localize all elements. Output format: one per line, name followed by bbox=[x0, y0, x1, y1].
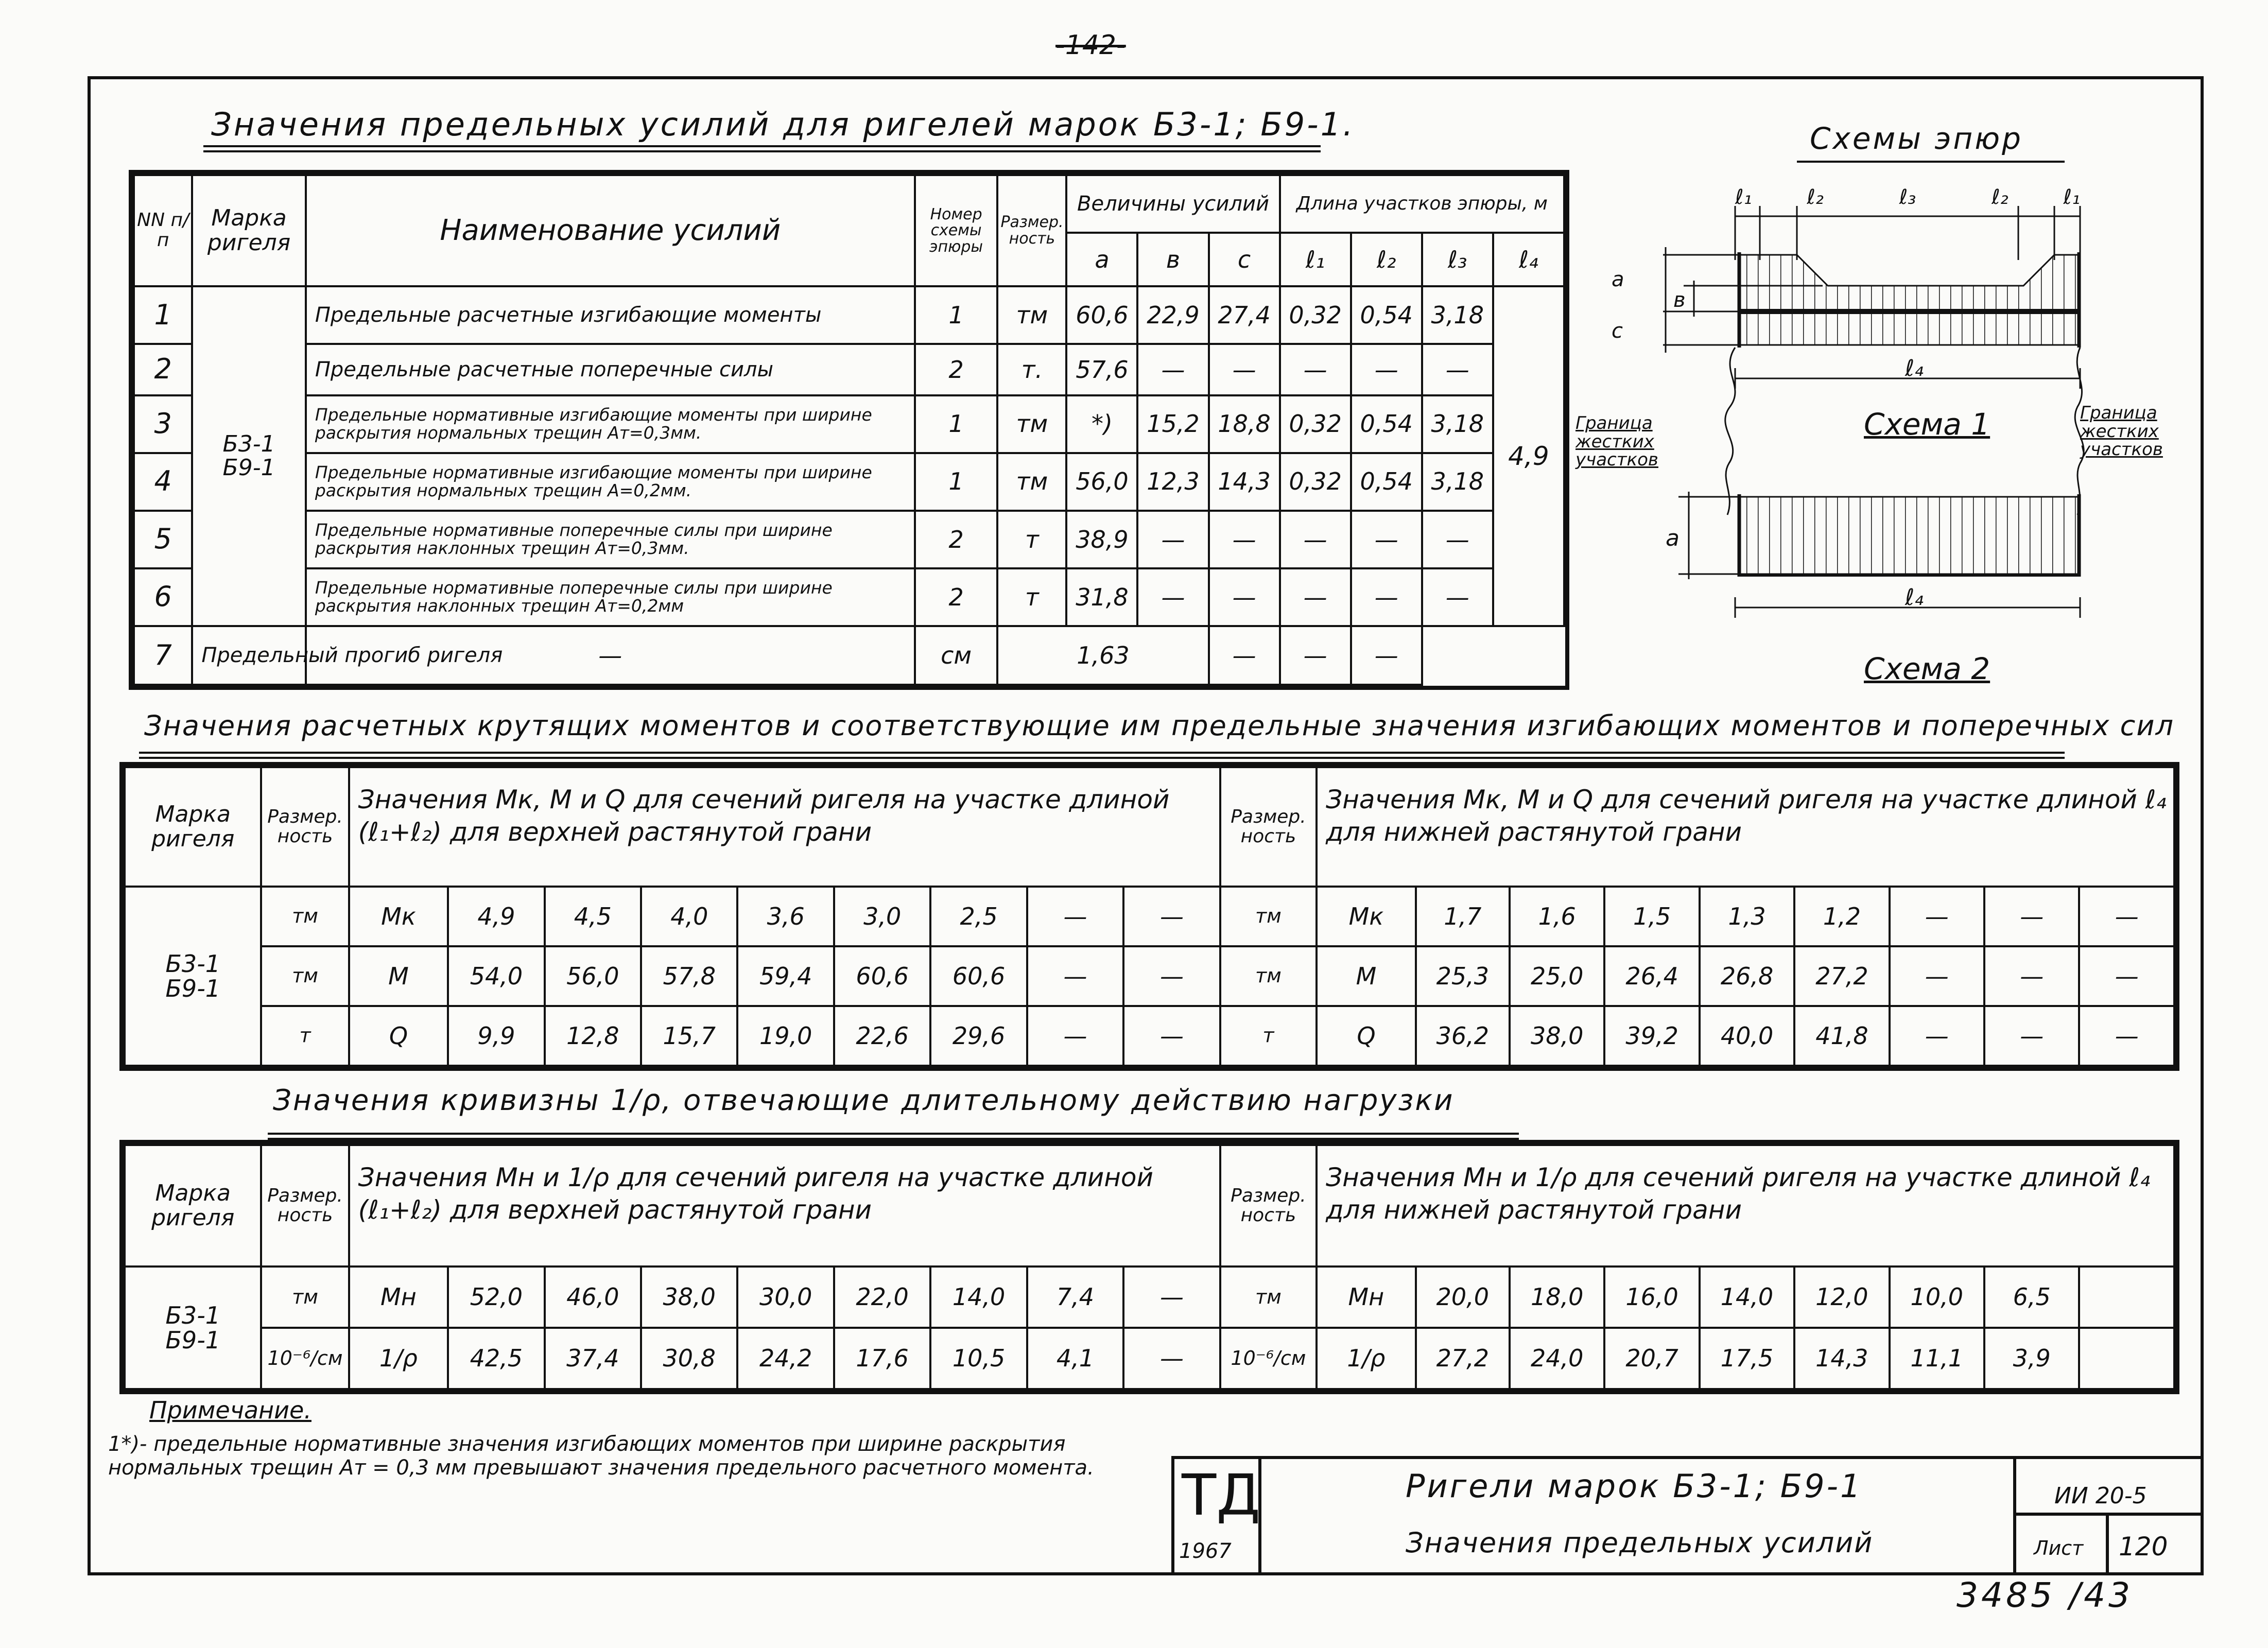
symbol-cell: Mк bbox=[349, 887, 448, 946]
symbol-cell: M bbox=[349, 946, 448, 1006]
value-cell: 39,2 bbox=[1604, 1006, 1699, 1066]
ultimate-forces-table bbox=[133, 174, 1565, 686]
row-unit: тм bbox=[997, 395, 1066, 453]
value-cell: 22,6 bbox=[834, 1006, 930, 1066]
table3-title-underline bbox=[268, 1133, 1519, 1135]
row-scheme: 2 bbox=[915, 344, 998, 395]
marka-cell: Б3-1 Б9-1 bbox=[125, 887, 261, 1066]
value-cell: 36,2 bbox=[1416, 1006, 1510, 1066]
row-scheme: 1 bbox=[915, 453, 998, 511]
label-l2b: ℓ₂ bbox=[1992, 185, 2009, 209]
table3-title: Значения кривизны 1/ρ, отвечающие длительному действию нагрузки bbox=[273, 1084, 1455, 1117]
label-l2: ℓ₂ bbox=[1807, 185, 1824, 209]
row-b: 15,2 bbox=[1137, 395, 1208, 453]
table-row bbox=[134, 286, 1564, 344]
value-cell: — bbox=[1984, 887, 2079, 946]
row-scheme: 2 bbox=[915, 511, 998, 568]
value-cell: 37,4 bbox=[545, 1328, 641, 1389]
header-l1: ℓ₁ bbox=[1280, 233, 1351, 286]
archive-stamp: 3485 /43 bbox=[1957, 1575, 2134, 1615]
value-cell: 22,0 bbox=[834, 1267, 930, 1328]
row-a: 56,0 bbox=[1066, 453, 1137, 511]
value-cell: 7,4 bbox=[1027, 1267, 1123, 1328]
row-unit: т. bbox=[997, 344, 1066, 395]
value-cell: 38,0 bbox=[641, 1267, 737, 1328]
row-c: 18,8 bbox=[1209, 395, 1280, 453]
sheet-number: 120 bbox=[2119, 1532, 2168, 1562]
symbol-cell: M bbox=[1317, 946, 1416, 1006]
value-cell: 6,5 bbox=[1984, 1267, 2079, 1328]
boundary-right-label: Граница жестких участков bbox=[2080, 403, 2163, 460]
symbol-cell: 1/ρ bbox=[349, 1328, 448, 1389]
t3-header-left: Значения Mн и 1/ρ для сечений ригеля на участке длиной (ℓ₁+ℓ₂) для верхней растянутой грани bbox=[349, 1145, 1220, 1267]
value-cell: 3,6 bbox=[737, 887, 834, 946]
value-cell: 4,1 bbox=[1027, 1328, 1123, 1389]
value-cell: 4,5 bbox=[545, 887, 641, 946]
value-cell: 25,0 bbox=[1510, 946, 1604, 1006]
row-unit: тм bbox=[997, 453, 1066, 511]
value-cell: — bbox=[1123, 1267, 1220, 1328]
value-cell: 1,5 bbox=[1604, 887, 1699, 946]
value-cell: 17,5 bbox=[1700, 1328, 1794, 1389]
row-a: 38,9 bbox=[1066, 511, 1137, 568]
value-cell: 54,0 bbox=[448, 946, 544, 1006]
drawing-subtitle: Значения предельных усилий bbox=[1406, 1526, 1874, 1559]
row-l1: — bbox=[1280, 344, 1351, 395]
table-row bbox=[125, 887, 2174, 946]
row-l3: 3,18 bbox=[1422, 395, 1493, 453]
row-b: — bbox=[1137, 511, 1208, 568]
value-cell: 18,0 bbox=[1510, 1267, 1604, 1328]
row-a: 60,6 bbox=[1066, 286, 1137, 344]
label-b: в bbox=[1673, 288, 1686, 312]
row-number: 7 bbox=[134, 626, 192, 685]
row-l2: — bbox=[1351, 568, 1422, 626]
value-cell bbox=[2079, 1328, 2174, 1389]
label-l1: ℓ₁ bbox=[1735, 185, 1752, 209]
t2-header-marka: Марка ригеля bbox=[125, 767, 261, 887]
unit-cell: тм bbox=[261, 887, 349, 946]
row-number: 3 bbox=[134, 395, 192, 453]
scheme-1-label: Схема 1 bbox=[1864, 407, 1990, 442]
value-cell: 25,3 bbox=[1416, 946, 1510, 1006]
marka-cell: Б3-1 Б9-1 bbox=[125, 1267, 261, 1389]
t2-header-unit: Размер. ность bbox=[261, 767, 349, 887]
table2-title-underline-2 bbox=[139, 757, 2065, 759]
row-unit: см bbox=[915, 626, 998, 685]
row-name: Предельный прогиб ригеля bbox=[192, 626, 306, 685]
header-c: с bbox=[1209, 233, 1280, 286]
header-l3: ℓ₃ bbox=[1422, 233, 1493, 286]
table2-title-underline bbox=[139, 752, 2065, 754]
value-cell: 42,5 bbox=[448, 1328, 544, 1389]
value-cell: — bbox=[1123, 1006, 1220, 1066]
value-cell: 1,3 bbox=[1700, 887, 1794, 946]
value-cell: 9,9 bbox=[448, 1006, 544, 1066]
table-row bbox=[134, 344, 1564, 395]
value-cell: — bbox=[2079, 946, 2174, 1006]
value-cell: — bbox=[2079, 1006, 2174, 1066]
t3-header-unit: Размер. ность bbox=[261, 1145, 349, 1267]
row-l3: — bbox=[1351, 626, 1422, 685]
header-b: в bbox=[1137, 233, 1208, 286]
symbol-cell: 1/ρ bbox=[1317, 1328, 1416, 1389]
row-name: Предельные расчетные изгибающие моменты bbox=[306, 286, 915, 344]
value-cell bbox=[2079, 1267, 2174, 1328]
unit-cell: тм bbox=[1220, 1267, 1317, 1328]
table-row bbox=[134, 626, 1564, 685]
row-name: Предельные расчетные поперечные силы bbox=[306, 344, 915, 395]
value-cell: 60,6 bbox=[834, 946, 930, 1006]
note-heading: Примечание. bbox=[149, 1396, 311, 1424]
unit-cell: тм bbox=[1220, 946, 1317, 1006]
row-a: 31,8 bbox=[1066, 568, 1137, 626]
value-cell: 14,0 bbox=[1700, 1267, 1794, 1328]
unit-cell: т bbox=[261, 1006, 349, 1066]
t3-header-right: Значения Mн и 1/ρ для сечений ригеля на участке длиной ℓ₄ для нижней растянутой грани bbox=[1317, 1145, 2174, 1267]
schemes-title-underline bbox=[1797, 161, 2065, 163]
value-cell: 60,6 bbox=[930, 946, 1027, 1006]
value-cell: 1,7 bbox=[1416, 887, 1510, 946]
value-cell: 3,0 bbox=[834, 887, 930, 946]
boundary-left-label: Граница жестких участков bbox=[1576, 413, 1658, 471]
value-cell: 20,0 bbox=[1416, 1267, 1510, 1328]
row-b: 12,3 bbox=[1137, 453, 1208, 511]
header-marka: Марка ригеля bbox=[192, 175, 306, 286]
row-scheme: 1 bbox=[915, 286, 998, 344]
row-a: 57,6 bbox=[1066, 344, 1137, 395]
curvature-table bbox=[124, 1144, 2175, 1390]
value-cell: — bbox=[1890, 1006, 1984, 1066]
value-cell: — bbox=[1123, 946, 1220, 1006]
row-c: — bbox=[1209, 568, 1280, 626]
value-cell: 4,0 bbox=[641, 887, 737, 946]
row-unit: т bbox=[997, 511, 1066, 568]
value-cell: — bbox=[1984, 1006, 2079, 1066]
symbol-cell: Q bbox=[349, 1006, 448, 1066]
header-nn: NN п/п bbox=[134, 175, 192, 286]
row-l3: — bbox=[1422, 568, 1493, 626]
value-cell: 1,6 bbox=[1510, 887, 1604, 946]
row-unit: тм bbox=[997, 286, 1066, 344]
symbol-cell: Mк bbox=[1317, 887, 1416, 946]
header-l4: ℓ₄ bbox=[1493, 233, 1564, 286]
value-cell: 30,8 bbox=[641, 1328, 737, 1389]
row-l2: 0,54 bbox=[1351, 286, 1422, 344]
series-code: ИИ 20-5 bbox=[2054, 1483, 2147, 1509]
row-scheme: — bbox=[306, 626, 915, 685]
table-row bbox=[125, 1328, 2174, 1389]
value-cell: 27,2 bbox=[1416, 1328, 1510, 1389]
row-l1: — bbox=[1280, 568, 1351, 626]
header-lengths: Длина участков эпюры, м bbox=[1280, 175, 1564, 233]
value-cell: 46,0 bbox=[545, 1267, 641, 1328]
row-b: 22,9 bbox=[1137, 286, 1208, 344]
year: 1967 bbox=[1179, 1539, 1232, 1563]
row-l2: — bbox=[1351, 344, 1422, 395]
table1-title-underline-2 bbox=[203, 150, 1321, 152]
row-number: 2 bbox=[134, 344, 192, 395]
row-l3: — bbox=[1422, 511, 1493, 568]
value-cell: 26,8 bbox=[1700, 946, 1794, 1006]
table1-title-underline bbox=[203, 145, 1321, 147]
value-cell: 20,7 bbox=[1604, 1328, 1699, 1389]
value-cell: 59,4 bbox=[737, 946, 834, 1006]
header-scheme: Номер схемы эпюры bbox=[915, 175, 998, 286]
header-l2: ℓ₂ bbox=[1351, 233, 1422, 286]
header-unit: Размер. ность bbox=[997, 175, 1066, 286]
row-number: 5 bbox=[134, 511, 192, 568]
row-a: *) bbox=[1066, 395, 1137, 453]
t2-header-unit2: Размер. ность bbox=[1220, 767, 1317, 887]
table3-title-underline-2 bbox=[268, 1138, 1519, 1140]
scheme-2-label: Схема 2 bbox=[1864, 651, 1990, 686]
row-c: — bbox=[1209, 511, 1280, 568]
row-name: Предельные нормативные поперечные силы при ширине раскрытия наклонных трещин Ат=0,2мм bbox=[306, 568, 915, 626]
value-cell: 10,0 bbox=[1890, 1267, 1984, 1328]
row-b: — bbox=[1137, 344, 1208, 395]
row-name: Предельные нормативные изгибающие моменты при ширине раскрытия нормальных трещин А=0,2мм. bbox=[306, 453, 915, 511]
schemes-title: Схемы эпюр bbox=[1810, 121, 2023, 156]
row-l1: — bbox=[1209, 626, 1280, 685]
table-row bbox=[125, 1006, 2174, 1066]
label-a: а bbox=[1612, 268, 1624, 291]
label-l4-scheme2: ℓ₄ bbox=[1905, 584, 1924, 611]
value-cell: 26,4 bbox=[1604, 946, 1699, 1006]
unit-cell: тм bbox=[261, 1267, 349, 1328]
table2-title: Значения расчетных крутящих моментов и соответствующие им предельные значения изгибающих моментов и поперечных сил bbox=[144, 709, 2174, 742]
row-l1: — bbox=[1280, 511, 1351, 568]
row-l2: — bbox=[1280, 626, 1351, 685]
value-cell: 24,2 bbox=[737, 1328, 834, 1389]
row-name: Предельные нормативные поперечные силы при ширине раскрытия наклонных трещин Ат=0,3мм. bbox=[306, 511, 915, 568]
table-row bbox=[125, 1267, 2174, 1328]
value-cell: 27,2 bbox=[1794, 946, 1889, 1006]
marka-cell: Б3-1 Б9-1 bbox=[192, 286, 306, 626]
header-a: а bbox=[1066, 233, 1137, 286]
scheme1-top-labels bbox=[1735, 185, 2080, 209]
l4-value: 4,9 bbox=[1493, 286, 1564, 626]
row-l1: 0,32 bbox=[1280, 395, 1351, 453]
unit-cell: 10⁻⁶/см bbox=[1220, 1328, 1317, 1389]
value-cell: 41,8 bbox=[1794, 1006, 1889, 1066]
table-row bbox=[125, 946, 2174, 1006]
value-cell: 10,5 bbox=[930, 1328, 1027, 1389]
value-cell: 14,0 bbox=[930, 1267, 1027, 1328]
row-c: — bbox=[1209, 344, 1280, 395]
value-cell: 57,8 bbox=[641, 946, 737, 1006]
table-row bbox=[134, 511, 1564, 568]
row-c: 14,3 bbox=[1209, 453, 1280, 511]
row-l3: 3,18 bbox=[1422, 286, 1493, 344]
value-cell: 12,8 bbox=[545, 1006, 641, 1066]
unit-cell: т bbox=[1220, 1006, 1317, 1066]
value-cell: 4,9 bbox=[448, 887, 544, 946]
table-row bbox=[134, 395, 1564, 453]
header-values: Величины усилий bbox=[1066, 175, 1279, 233]
label-l4-scheme1: ℓ₄ bbox=[1905, 355, 1924, 381]
row-l2: 0,54 bbox=[1351, 453, 1422, 511]
t3-header-unit2: Размер. ность bbox=[1220, 1145, 1317, 1267]
row-l1: 0,32 bbox=[1280, 286, 1351, 344]
value-cell: 52,0 bbox=[448, 1267, 544, 1328]
header-name: Наименование усилий bbox=[306, 175, 915, 286]
value-cell: 15,7 bbox=[641, 1006, 737, 1066]
value-cell: 16,0 bbox=[1604, 1267, 1699, 1328]
table-row bbox=[134, 453, 1564, 511]
row-name: Предельные нормативные изгибающие моменты при ширине раскрытия нормальных трещин Ат=0,3мм. bbox=[306, 395, 915, 453]
row-c: 27,4 bbox=[1209, 286, 1280, 344]
drawing-title: Ригели марок Б3-1; Б9-1 bbox=[1406, 1467, 1863, 1505]
value-cell: 24,0 bbox=[1510, 1328, 1604, 1389]
row-scheme: 2 bbox=[915, 568, 998, 626]
value-cell: — bbox=[1890, 887, 1984, 946]
row-l2: — bbox=[1351, 511, 1422, 568]
value-cell: 40,0 bbox=[1700, 1006, 1794, 1066]
label-l1b: ℓ₁ bbox=[2063, 185, 2080, 209]
label-l3: ℓ₃ bbox=[1899, 185, 1916, 209]
unit-cell: тм bbox=[261, 946, 349, 1006]
value-cell: 29,6 bbox=[930, 1006, 1027, 1066]
value-cell: 38,0 bbox=[1510, 1006, 1604, 1066]
symbol-cell: Q bbox=[1317, 1006, 1416, 1066]
unit-cell: тм bbox=[1220, 887, 1317, 946]
row-scheme: 1 bbox=[915, 395, 998, 453]
value-cell: 12,0 bbox=[1794, 1267, 1889, 1328]
t3-header-marka: Марка ригеля bbox=[125, 1145, 261, 1267]
symbol-cell: Mн bbox=[1317, 1267, 1416, 1328]
label-c: с bbox=[1612, 319, 1623, 343]
value-cell: — bbox=[2079, 887, 2174, 946]
value-cell: — bbox=[1027, 946, 1123, 1006]
symbol-cell: Mн bbox=[349, 1267, 448, 1328]
row-deflection: 1,63 bbox=[997, 626, 1208, 685]
value-cell: 3,9 bbox=[1984, 1328, 2079, 1389]
value-cell: — bbox=[1984, 946, 2079, 1006]
value-cell: 11,1 bbox=[1890, 1328, 1984, 1389]
row-number: 1 bbox=[134, 286, 192, 344]
row-l3: 3,18 bbox=[1422, 453, 1493, 511]
table-row bbox=[134, 568, 1564, 626]
note-text: 1*)- предельные нормативные значения изгибающих моментов при ширине раскрытия нормальных трещин Ат = 0,3 мм превышают значения предельного расчетного момента. bbox=[108, 1432, 1094, 1480]
row-l1: 0,32 bbox=[1280, 453, 1351, 511]
value-cell: 17,6 bbox=[834, 1328, 930, 1389]
value-cell: — bbox=[1890, 946, 1984, 1006]
row-unit: т bbox=[997, 568, 1066, 626]
value-cell: 1,2 bbox=[1794, 887, 1889, 946]
value-cell: — bbox=[1027, 887, 1123, 946]
label-a-scheme2: а bbox=[1666, 525, 1680, 551]
table1-title: Значения предельных усилий для ригелей марок Б3-1; Б9-1. bbox=[211, 106, 1355, 143]
page-number: -142- bbox=[1055, 30, 1126, 61]
torque-moments-table bbox=[124, 766, 2175, 1067]
value-cell: — bbox=[1123, 1328, 1220, 1389]
value-cell: 56,0 bbox=[545, 946, 641, 1006]
logo: ТД bbox=[1182, 1462, 1261, 1528]
value-cell: 30,0 bbox=[737, 1267, 834, 1328]
t2-header-left: Значения Mк, M и Q для сечений ригеля на участке длиной (ℓ₁+ℓ₂) для верхней растянутой грани bbox=[349, 767, 1220, 887]
t2-header-right: Значения Mк, M и Q для сечений ригеля на участке длиной ℓ₄ для нижней растянутой грани bbox=[1317, 767, 2174, 887]
value-cell: 19,0 bbox=[737, 1006, 834, 1066]
row-b: — bbox=[1137, 568, 1208, 626]
value-cell: 14,3 bbox=[1794, 1328, 1889, 1389]
value-cell: — bbox=[1027, 1006, 1123, 1066]
row-number: 6 bbox=[134, 568, 192, 626]
row-l3: — bbox=[1422, 344, 1493, 395]
value-cell: — bbox=[1123, 887, 1220, 946]
row-l2: 0,54 bbox=[1351, 395, 1422, 453]
row-number: 4 bbox=[134, 453, 192, 511]
unit-cell: 10⁻⁶/см bbox=[261, 1328, 349, 1389]
sheet-label: Лист bbox=[2034, 1537, 2084, 1559]
value-cell: 2,5 bbox=[930, 887, 1027, 946]
